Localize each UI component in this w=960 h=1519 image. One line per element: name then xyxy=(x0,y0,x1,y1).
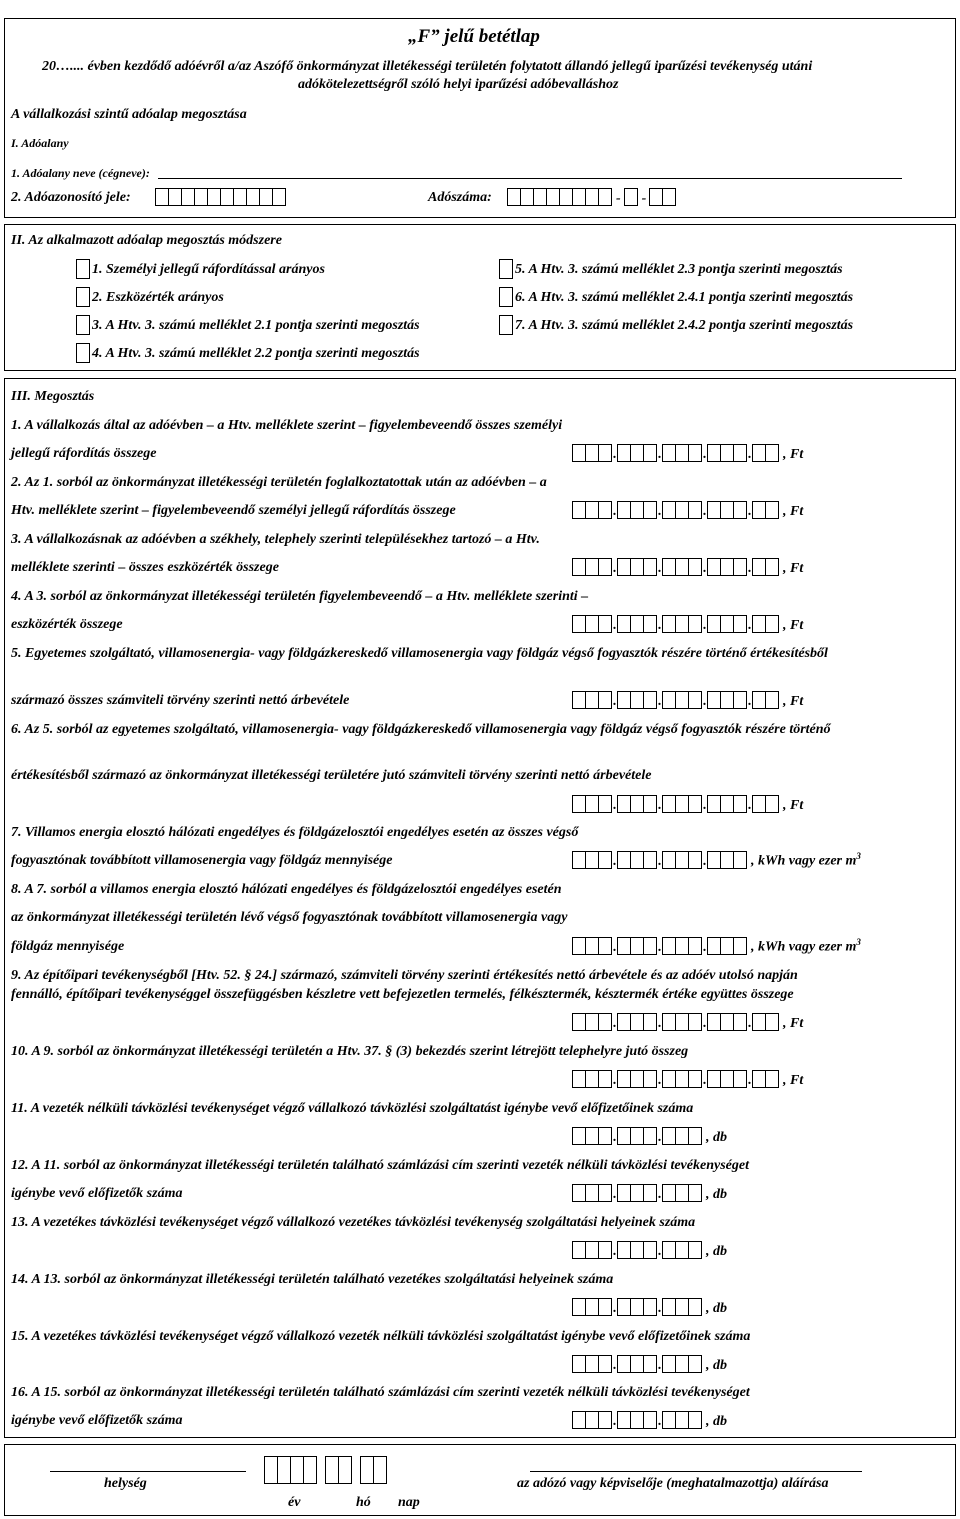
row1-text-line2: jellegű ráfordítás összege xyxy=(11,446,157,461)
row9-amount-field[interactable]: . . . . , Ft xyxy=(572,1011,803,1031)
row6-text-line2: értékesítésből származó az önkormányzat illetékességi területére jutó számviteli törvény szerinti nettó árbevétele xyxy=(11,768,652,783)
row9-text-line2: fennálló, építőipari tevékenységgel összefüggésben készletre vett befejezetlen termelés, félkésztermék, késztermék értéke együttes összege xyxy=(11,987,794,1002)
tax-number-field[interactable]: - - xyxy=(507,186,676,206)
form-subtitle-line1: 20….... évben kezdődő adóévről a/az Aszófő önkormányzat illetékességi területén folytatott állandó jellegű iparűzési tevékenység utáni xyxy=(42,59,813,74)
taxpayer-name-label: 1. Adóalany neve (cégneve): xyxy=(11,166,150,180)
row13-count-field[interactable]: . . , db xyxy=(572,1239,727,1259)
row14-text-line1: 14. A 13. sorból az önkormányzat illetékességi területén található vezetékes szolgáltatási helyeinek száma xyxy=(11,1272,614,1287)
row6-amount-field[interactable]: . . . . , Ft xyxy=(572,793,803,813)
row5-text-line2: származó összes számviteli törvény szerinti nettó árbevétele xyxy=(11,693,350,708)
place-field[interactable] xyxy=(50,1471,246,1472)
method-option-3: 3. A Htv. 3. számú melléklet 2.1 pontja szerinti megosztás xyxy=(92,318,420,333)
row12-text-line2: igénybe vevő előfizetők száma xyxy=(11,1186,183,1201)
method-checkbox-1[interactable] xyxy=(76,259,90,279)
tax-number-label: Adószáma: xyxy=(428,190,492,205)
method-option-4: 4. A Htv. 3. számú melléklet 2.2 pontja szerinti megosztás xyxy=(92,346,420,361)
method-checkbox-6[interactable] xyxy=(499,287,513,307)
row4-amount-field[interactable]: . . . . , Ft xyxy=(572,613,803,633)
method-option-2: 2. Eszközérték arányos xyxy=(92,290,224,305)
form-subtitle-line2: adókötelezettségről szóló helyi iparűzési adóbevalláshoz xyxy=(298,77,619,92)
method-checkbox-4[interactable] xyxy=(76,343,90,363)
tax-id-label: 2. Adóazonosító jele: xyxy=(11,190,131,205)
row8-text-line2: az önkormányzat illetékességi területén lévő végső fogyasztónak továbbított villamosenergia vagy xyxy=(11,910,568,925)
row2-amount-field[interactable]: . . . . , Ft xyxy=(572,499,803,519)
date-field[interactable] xyxy=(264,1456,387,1484)
method-checkbox-7[interactable] xyxy=(499,315,513,335)
row3-text-line2: melléklete szerinti – összes eszközérték összege xyxy=(11,560,279,575)
row4-text-line2: eszközérték összege xyxy=(11,617,123,632)
row2-text-line2: Htv. melléklete szerint – figyelembeveendő személyi jellegű ráfordítás összege xyxy=(11,503,456,518)
row5-amount-field[interactable]: . . . . , Ft xyxy=(572,689,803,709)
row4-text-line1: 4. A 3. sorból az önkormányzat illetékességi területén figyelembeveendő – a Htv. melléklete szerinti – xyxy=(11,589,589,604)
row11-text-line1: 11. A vezeték nélküli távközlési tevékenységet végző vállalkozó távközlési szolgáltatást igénybe vevő előfizetőinek száma xyxy=(11,1101,694,1116)
method-checkbox-3[interactable] xyxy=(76,315,90,335)
row6-text-line1: 6. Az 5. sorból az egyetemes szolgáltató, villamosenergia- vagy földgázkereskedő villamosenergia vagy földgáz végső fogyasztók részére történő xyxy=(11,722,831,737)
section3-title: III. Megosztás xyxy=(11,389,95,404)
taxpayer-name-field[interactable] xyxy=(158,178,902,179)
row14-count-field[interactable]: . . , db xyxy=(572,1296,727,1316)
day-label: nap xyxy=(398,1495,420,1510)
row8-quantity-field[interactable]: . . . , kWh vagy ezer $m^3$ xyxy=(572,935,861,955)
row7-text-line1: 7. Villamos energia elosztó hálózati engedélyes és földgázelosztói engedélyes esetén az összes végső xyxy=(11,825,579,840)
method-option-6: 6. A Htv. 3. számú melléklet 2.4.1 pontja szerinti megosztás xyxy=(515,290,854,305)
signature-field[interactable] xyxy=(530,1471,862,1472)
row12-text-line1: 12. A 11. sorból az önkormányzat illetékességi területén található számlázási cím szerinti vezeték nélküli távközlési tevékenységet xyxy=(11,1158,749,1173)
place-label: helység xyxy=(104,1476,147,1491)
year-label: év xyxy=(288,1495,301,1510)
row8-text-line1: 8. A 7. sorból a villamos energia elosztó hálózati engedélyes és földgázelosztói engedélyes esetén xyxy=(11,882,562,897)
row1-text-line1: 1. A vállalkozás által az adóévben – a Htv. melléklete szerint – figyelembeveendő összes személyi xyxy=(11,418,563,433)
row10-amount-field[interactable]: . . . . , Ft xyxy=(572,1068,803,1088)
month-label: hó xyxy=(356,1495,371,1510)
row9-text-line1: 9. Az építőipari tevékenységből [Htv. 52. § 24.] származó, számviteli törvény szerinti értékesítés nettó árbevétele és az adóév utolsó napján xyxy=(11,968,798,983)
method-option-1: 1. Személyi jellegű ráfordítással arányos xyxy=(92,262,325,277)
form-title: „F” jelű betétlap xyxy=(408,26,540,47)
method-option-7: 7. A Htv. 3. számú melléklet 2.4.2 pontja szerinti megosztás xyxy=(515,318,854,333)
row12-count-field[interactable]: . . , db xyxy=(572,1182,727,1202)
row16-text-line1: 16. A 15. sorból az önkormányzat illetékességi területén található számlázási cím szerinti vezeték nélküli távközlési tevékenységet xyxy=(11,1385,750,1400)
row15-text-line1: 15. A vezetékes távközlési tevékenységet végző vállalkozó vezeték nélküli távközlési szolgáltatást igénybe vevő előfizetőinek száma xyxy=(11,1329,751,1344)
section1-title: I. Adóalany xyxy=(11,136,69,150)
row5-text-line1: 5. Egyetemes szolgáltató, villamosenergia- vagy földgázkereskedő villamosenergia vagy földgáz végső fogyasztók részére történő értékesítésből xyxy=(11,646,828,661)
row13-text-line1: 13. A vezetékes távközlési tevékenységet végző vállalkozó vezetékes távközlési tevékenység szolgáltatási helyeinek száma xyxy=(11,1215,696,1230)
tax-id-field[interactable] xyxy=(155,186,286,206)
row15-count-field[interactable]: . . , db xyxy=(572,1353,727,1373)
signature-label: az adózó vagy képviselője (meghatalmazottja) aláírása xyxy=(517,1476,829,1491)
row7-text-line2: fogyasztónak továbbított villamosenergia vagy földgáz mennyisége xyxy=(11,853,393,868)
row7-quantity-field[interactable]: . . . , kWh vagy ezer $m^3$ xyxy=(572,849,861,869)
row16-count-field[interactable]: . . , db xyxy=(572,1409,727,1429)
method-option-5: 5. A Htv. 3. számú melléklet 2.3 pontja szerinti megosztás xyxy=(515,262,843,277)
row3-text-line1: 3. A vállalkozásnak az adóévben a székhely, telephely szerinti településekhez tartozó – a Htv. xyxy=(11,532,540,547)
row11-count-field[interactable]: . . , db xyxy=(572,1125,727,1145)
row16-text-line2: igénybe vevő előfizetők száma xyxy=(11,1413,183,1428)
row3-amount-field[interactable]: . . . . , Ft xyxy=(572,556,803,576)
method-checkbox-5[interactable] xyxy=(499,259,513,279)
row10-text-line1: 10. A 9. sorból az önkormányzat illetékességi területén a Htv. 37. § (3) bekezdés szerint létrejött telephelyre jutó összeg xyxy=(11,1044,689,1059)
method-checkbox-2[interactable] xyxy=(76,287,90,307)
row2-text-line1: 2. Az 1. sorból az önkormányzat illetékességi területén foglalkoztatottak után az adóévben – a xyxy=(11,475,547,490)
row8-text-line3: földgáz mennyisége xyxy=(11,939,125,954)
section2-title: II. Az alkalmazott adóalap megosztás módszere xyxy=(11,233,282,248)
section-title: A vállalkozási szintű adóalap megosztása xyxy=(11,107,247,122)
row1-amount-field[interactable]: . . . . , Ft xyxy=(572,442,803,462)
